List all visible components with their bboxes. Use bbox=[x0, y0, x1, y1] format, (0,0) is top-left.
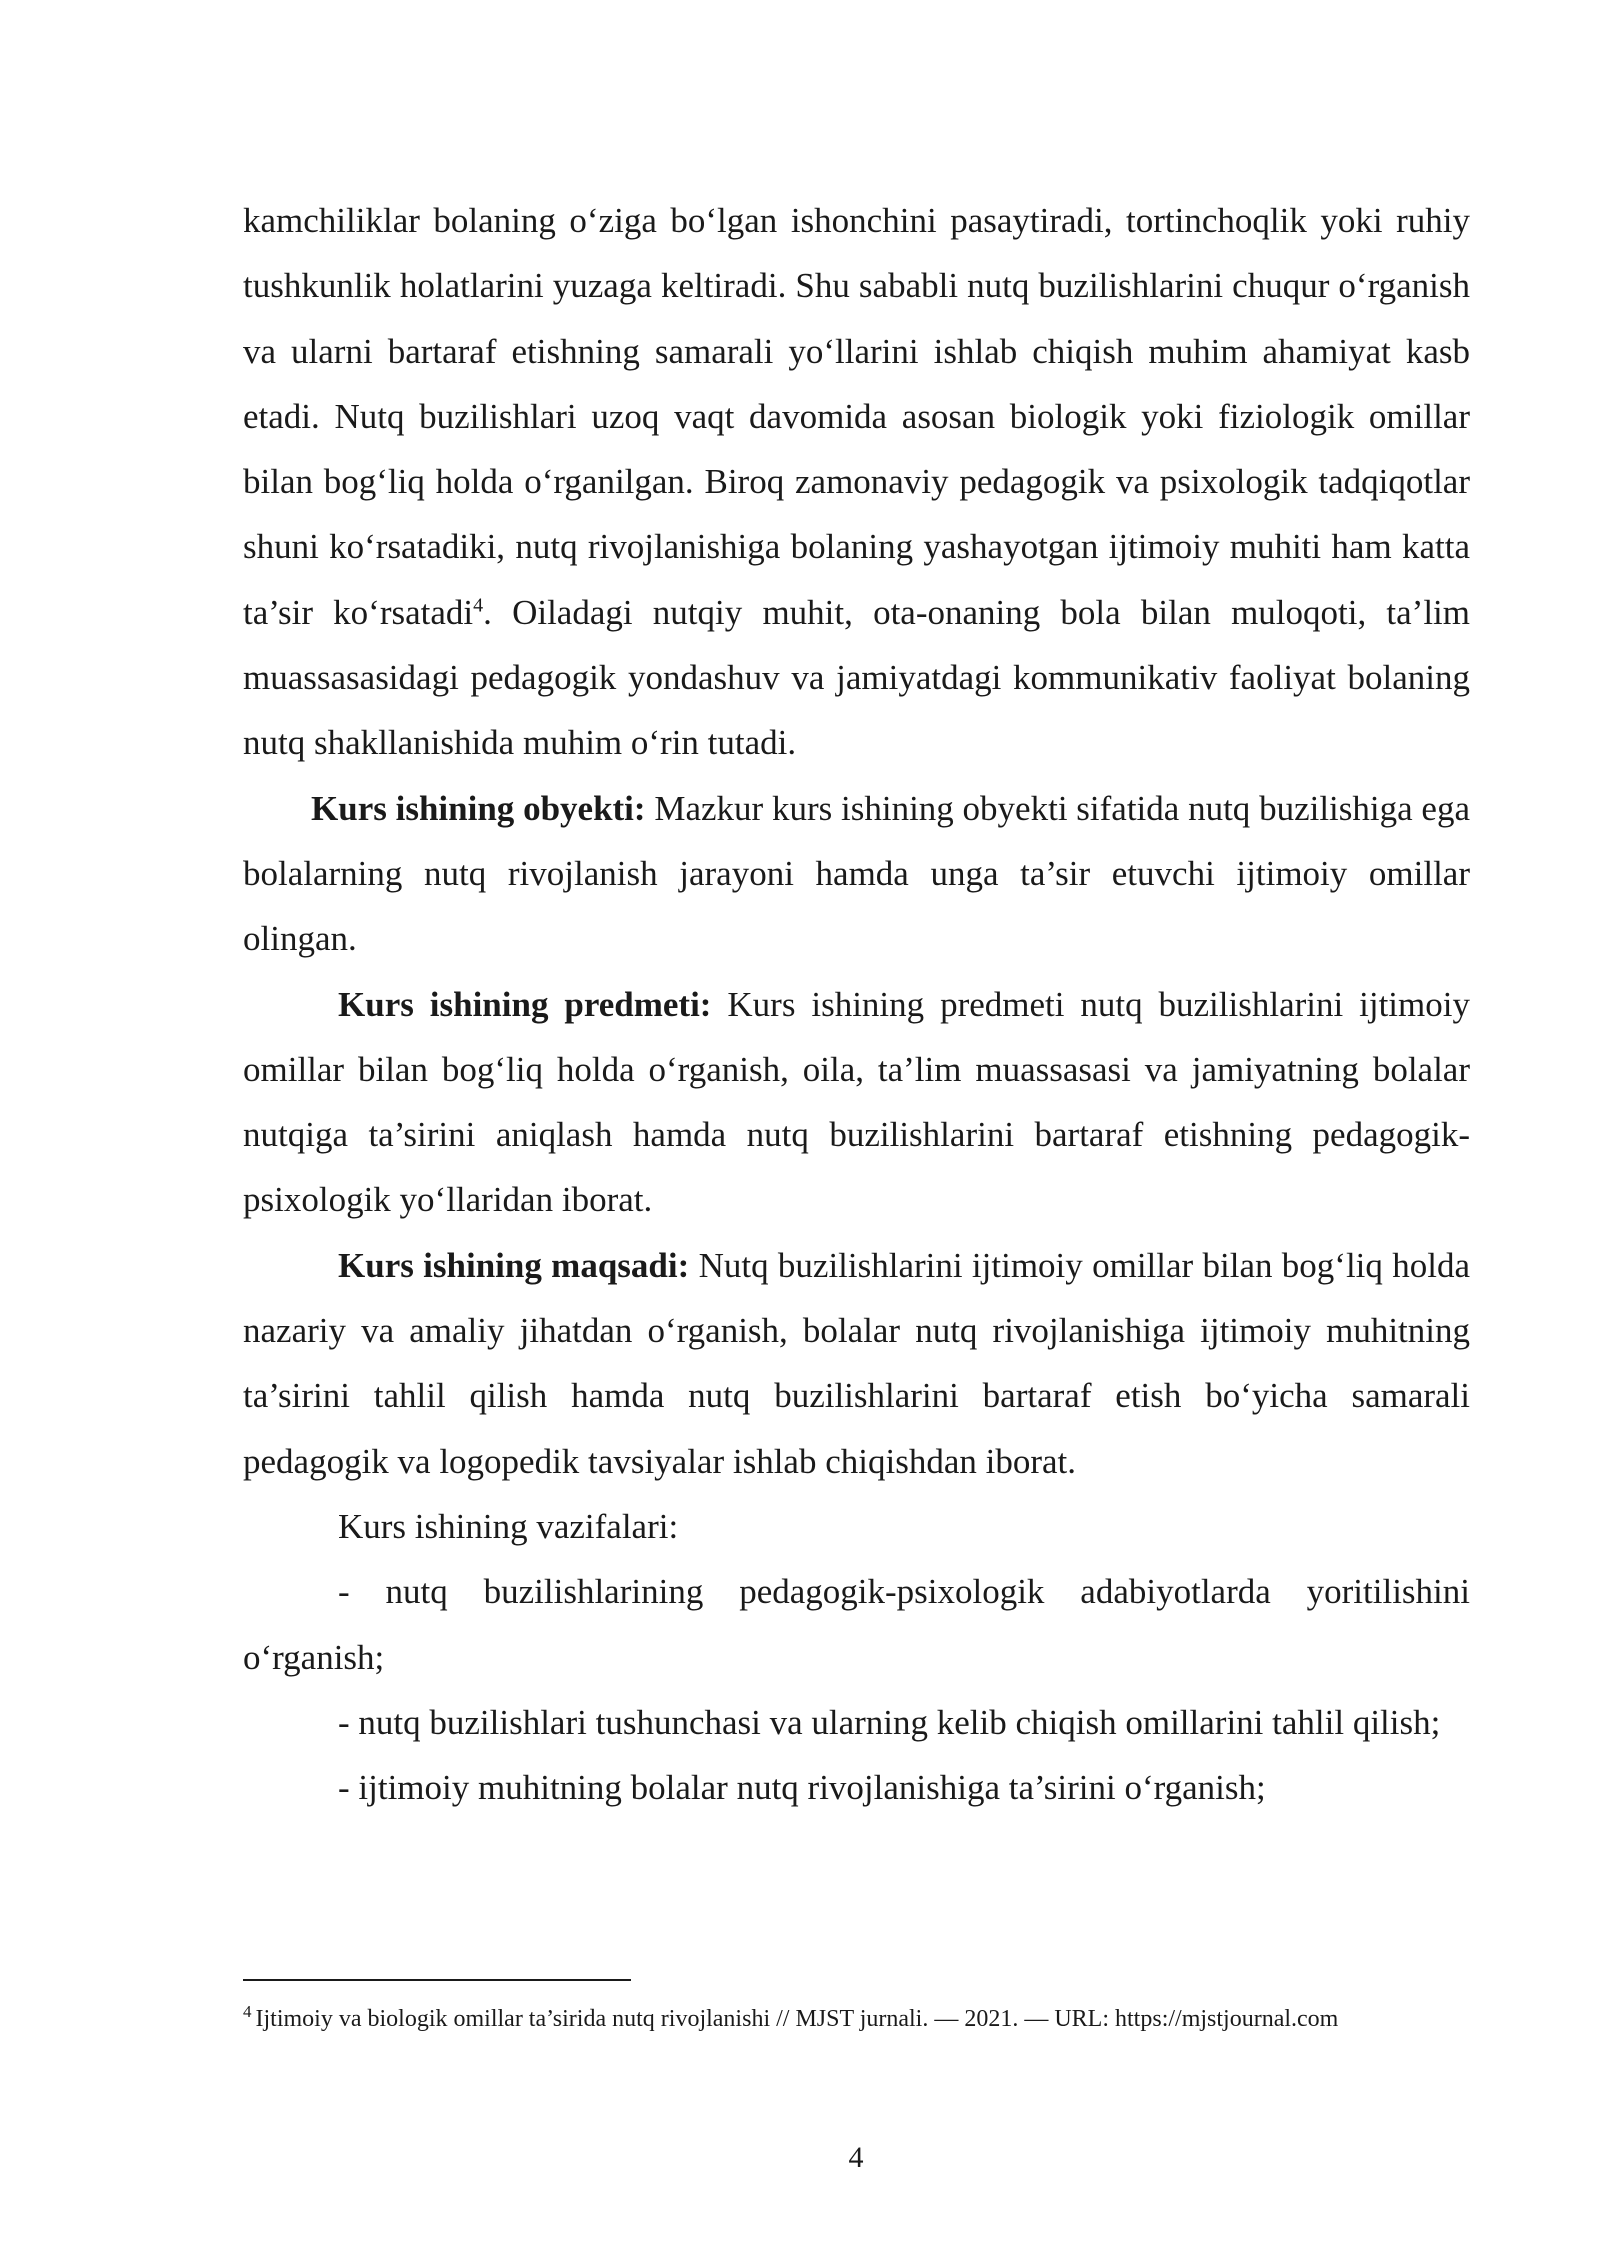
task-item: - nutq buzilishlari tushunchasi va ularning kelib chiqish omillarini tahlil qilish; bbox=[338, 1702, 1441, 1742]
paragraph-object bbox=[243, 776, 1470, 972]
subject-text: Kurs ishining predmeti nutq buzilishlarini ijtimoiy omillar bilan bog‘liq holda o‘rganish, oila, ta’lim muassasasi va jamiyatning bolalar nutqiga ta’sirini aniqlash hamda nutq buzilishlarini bartaraf etishning pedagogik-psixologik yo‘llaridan iborat. bbox=[243, 984, 1470, 1220]
footnote-reference[interactable]: 4 bbox=[473, 594, 484, 617]
paragraph-subject bbox=[243, 972, 1470, 1233]
paragraph-intro-continuation: . Oiladagi nutqiy muhit, ota-onaning bola bilan muloqoti, ta’lim muassasasidagi pedagogik yondashuv va jamiyatdagi kommunikativ faoliyat bolaning nutq shakllanishida muhim o‘rin tutadi. bbox=[243, 592, 1470, 763]
goal-label: Kurs ishining maqsadi: bbox=[338, 1245, 690, 1285]
body-text bbox=[243, 188, 1470, 1820]
page-number: 4 bbox=[848, 2141, 864, 2174]
object-text: Mazkur kurs ishining obyekti sifatida nutq buzilishiga ega bolalarning nutq rivojlanish jarayoni hamda unga ta’sir etuvchi ijtimoiy omillar olingan. bbox=[243, 788, 1470, 959]
paragraph-intro-text: kamchiliklar bolaning o‘ziga bo‘lgan ishonchini pasaytiradi, tortinchoqlik yoki ruhiy tushkunlik holatlarini yuzaga keltiradi. Shu sababli nutq buzilishlarini chuqur o‘rganish va ularni bartaraf etishning samarali yo‘llarini ishlab chiqish muhim ahamiyat kasb etadi. Nutq buzilishlari uzoq vaqt davomida asosan biologik yoki fiziologik omillar bilan bog‘liq holda o‘rganilgan. Biroq zamonaviy pedagogik va psixologik tadqiqotlar shuni ko‘rsatadiki, nutq rivojlanishiga bolaning yashayotgan ijtimoiy muhiti ham katta ta’sir ko‘rsatadi bbox=[243, 201, 1470, 632]
task-item: - nutq buzilishlarining pedagogik-psixologik adabiyotlarda yoritilishini o‘rganish; bbox=[243, 1572, 1470, 1677]
object-label: Kurs ishining obyekti: bbox=[311, 788, 646, 828]
subject-label: Kurs ishining predmeti: bbox=[338, 984, 712, 1024]
paragraph-goal bbox=[243, 1233, 1470, 1494]
tasks-heading: Kurs ishining vazifalari: bbox=[338, 1506, 679, 1546]
goal-text: Nutq buzilishlarini ijtimoiy omillar bilan bog‘liq holda nazariy va amaliy jihatdan o‘rganish, bolalar nutq rivojlanishiga ijtimoiy muhitning ta’sirini tahlil qilish hamda nutq buzilishlarini bartaraf etish bo‘yicha samarali pedagogik va logopedik tavsiyalar ishlab chiqishdan iborat. bbox=[243, 1245, 1470, 1481]
footnote-separator bbox=[243, 1979, 631, 1981]
footnote-text: Ijtimoiy va biologik omillar ta’sirida nutq rivojlanishi // MJST jurnali. — 2021. — URL: https://mjstjournal.com bbox=[255, 2006, 1339, 2032]
task-item: - ijtimoiy muhitning bolalar nutq rivojlanishiga ta’sirini o‘rganish; bbox=[338, 1768, 1266, 1808]
footnote bbox=[243, 2002, 1493, 2036]
paragraph-intro bbox=[243, 188, 1470, 776]
footnote-number: 4 bbox=[243, 2002, 252, 2021]
